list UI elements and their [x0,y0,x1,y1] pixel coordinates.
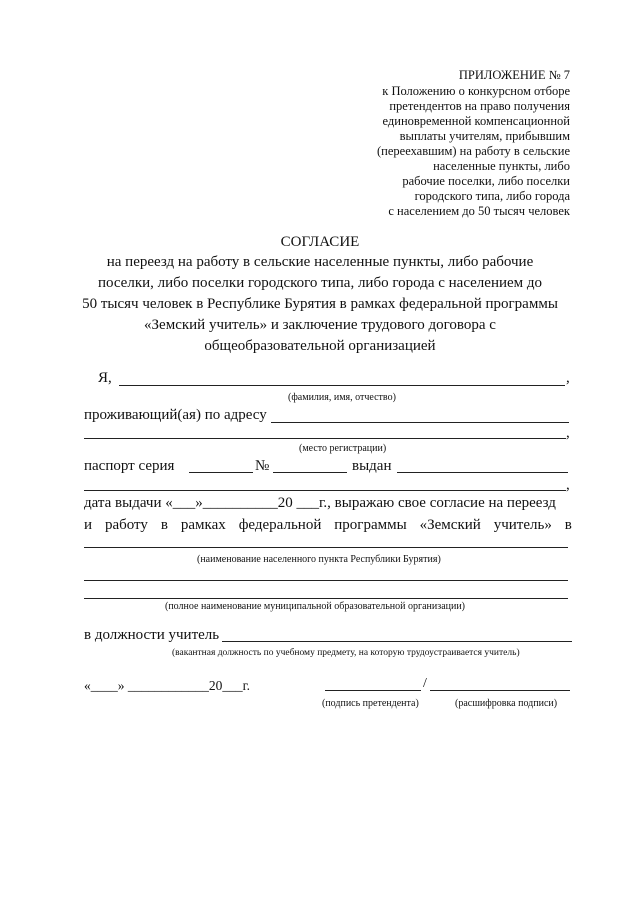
program-word: федеральной [238,517,322,533]
program-word: «Земский [419,517,481,533]
signature-caption: (подпись претендента) [322,698,419,709]
address-field[interactable] [271,422,569,423]
appendix-line: (переехавшим) на работу в сельские [377,144,570,158]
passport-issued-label: выдан [352,458,392,474]
passport-series-label: паспорт серия [84,458,175,474]
subtitle-line: общеобразовательной организацией [204,338,436,354]
signature-field[interactable] [325,690,421,691]
signature-decode-caption: (расшифровка подписи) [455,698,558,709]
subtitle-line: на переезд на работу в сельские населенные пункты, либо рабочие [106,254,534,270]
comma: , [566,477,570,493]
passport-issued-field[interactable] [397,472,568,473]
passport-number-label: № [255,458,270,474]
organization-field[interactable] [84,580,568,581]
appendix-line: единовременной компенсационной [382,114,570,128]
appendix-line: к Положению о конкурсном отборе [382,84,570,98]
comma: , [566,425,570,441]
appendix-title: ПРИЛОЖЕНИЕ № 7 [458,68,570,82]
program-line [84,517,572,534]
program-word: программы [334,517,407,533]
program-word: работу [104,517,148,533]
subtitle-line: «Земский учитель» и заключение трудового договора с [144,317,496,333]
position-field[interactable] [222,641,572,642]
address-field-2[interactable] [84,438,566,439]
passport-issued-field-2[interactable] [84,490,566,491]
program-word: в [564,517,572,533]
organization-field-2[interactable] [84,598,568,599]
signature-decode-field[interactable] [430,690,570,691]
appendix-line: городского типа, либо города [414,189,570,203]
settlement-field[interactable] [84,547,568,548]
doc-title: СОГЛАСИЕ [280,234,360,250]
passport-number-field[interactable] [273,472,347,473]
position-label: в должности учитель [84,627,220,643]
comma: , [566,370,570,386]
appendix-line: с населением до 50 тысяч человек [388,204,570,218]
program-word: и [84,517,93,533]
program-word: рамках [180,517,226,533]
subtitle-line: 50 тысяч человек в Республике Бурятия в рамках федеральной программы [82,296,558,312]
appendix-line: выплаты учителям, прибывшим [399,129,570,143]
program-word: в [160,517,168,533]
address-label: проживающий(ая) по адресу [84,407,267,423]
fio-field[interactable] [119,385,565,386]
settlement-caption: (наименование населенного пункта Республики Бурятия) [197,554,441,565]
issue-date-line: дата выдачи «___»__________20 ___г., выражаю свое согласие на переезд [84,495,556,511]
sign-date: «____» ____________20___г. [84,678,251,693]
address-caption: (место регистрации) [299,443,387,454]
slash: / [423,676,427,691]
subtitle-line: поселки, либо поселки городского типа, либо города с населением до [97,275,543,291]
appendix-line: населенные пункты, либо [433,159,570,173]
fio-caption: (фамилия, имя, отчество) [288,392,396,403]
position-caption: (вакантная должность по учебному предмету, на которую трудоустраивается учитель) [172,648,520,658]
program-word: учитель» [493,517,552,533]
passport-series-field[interactable] [189,472,253,473]
organization-caption: (полное наименование муниципальной образовательной организации) [165,601,466,612]
appendix-line: претендентов на право получения [389,99,570,113]
i-label: Я, [98,370,112,386]
appendix-line: рабочие поселки, либо поселки [402,174,570,188]
